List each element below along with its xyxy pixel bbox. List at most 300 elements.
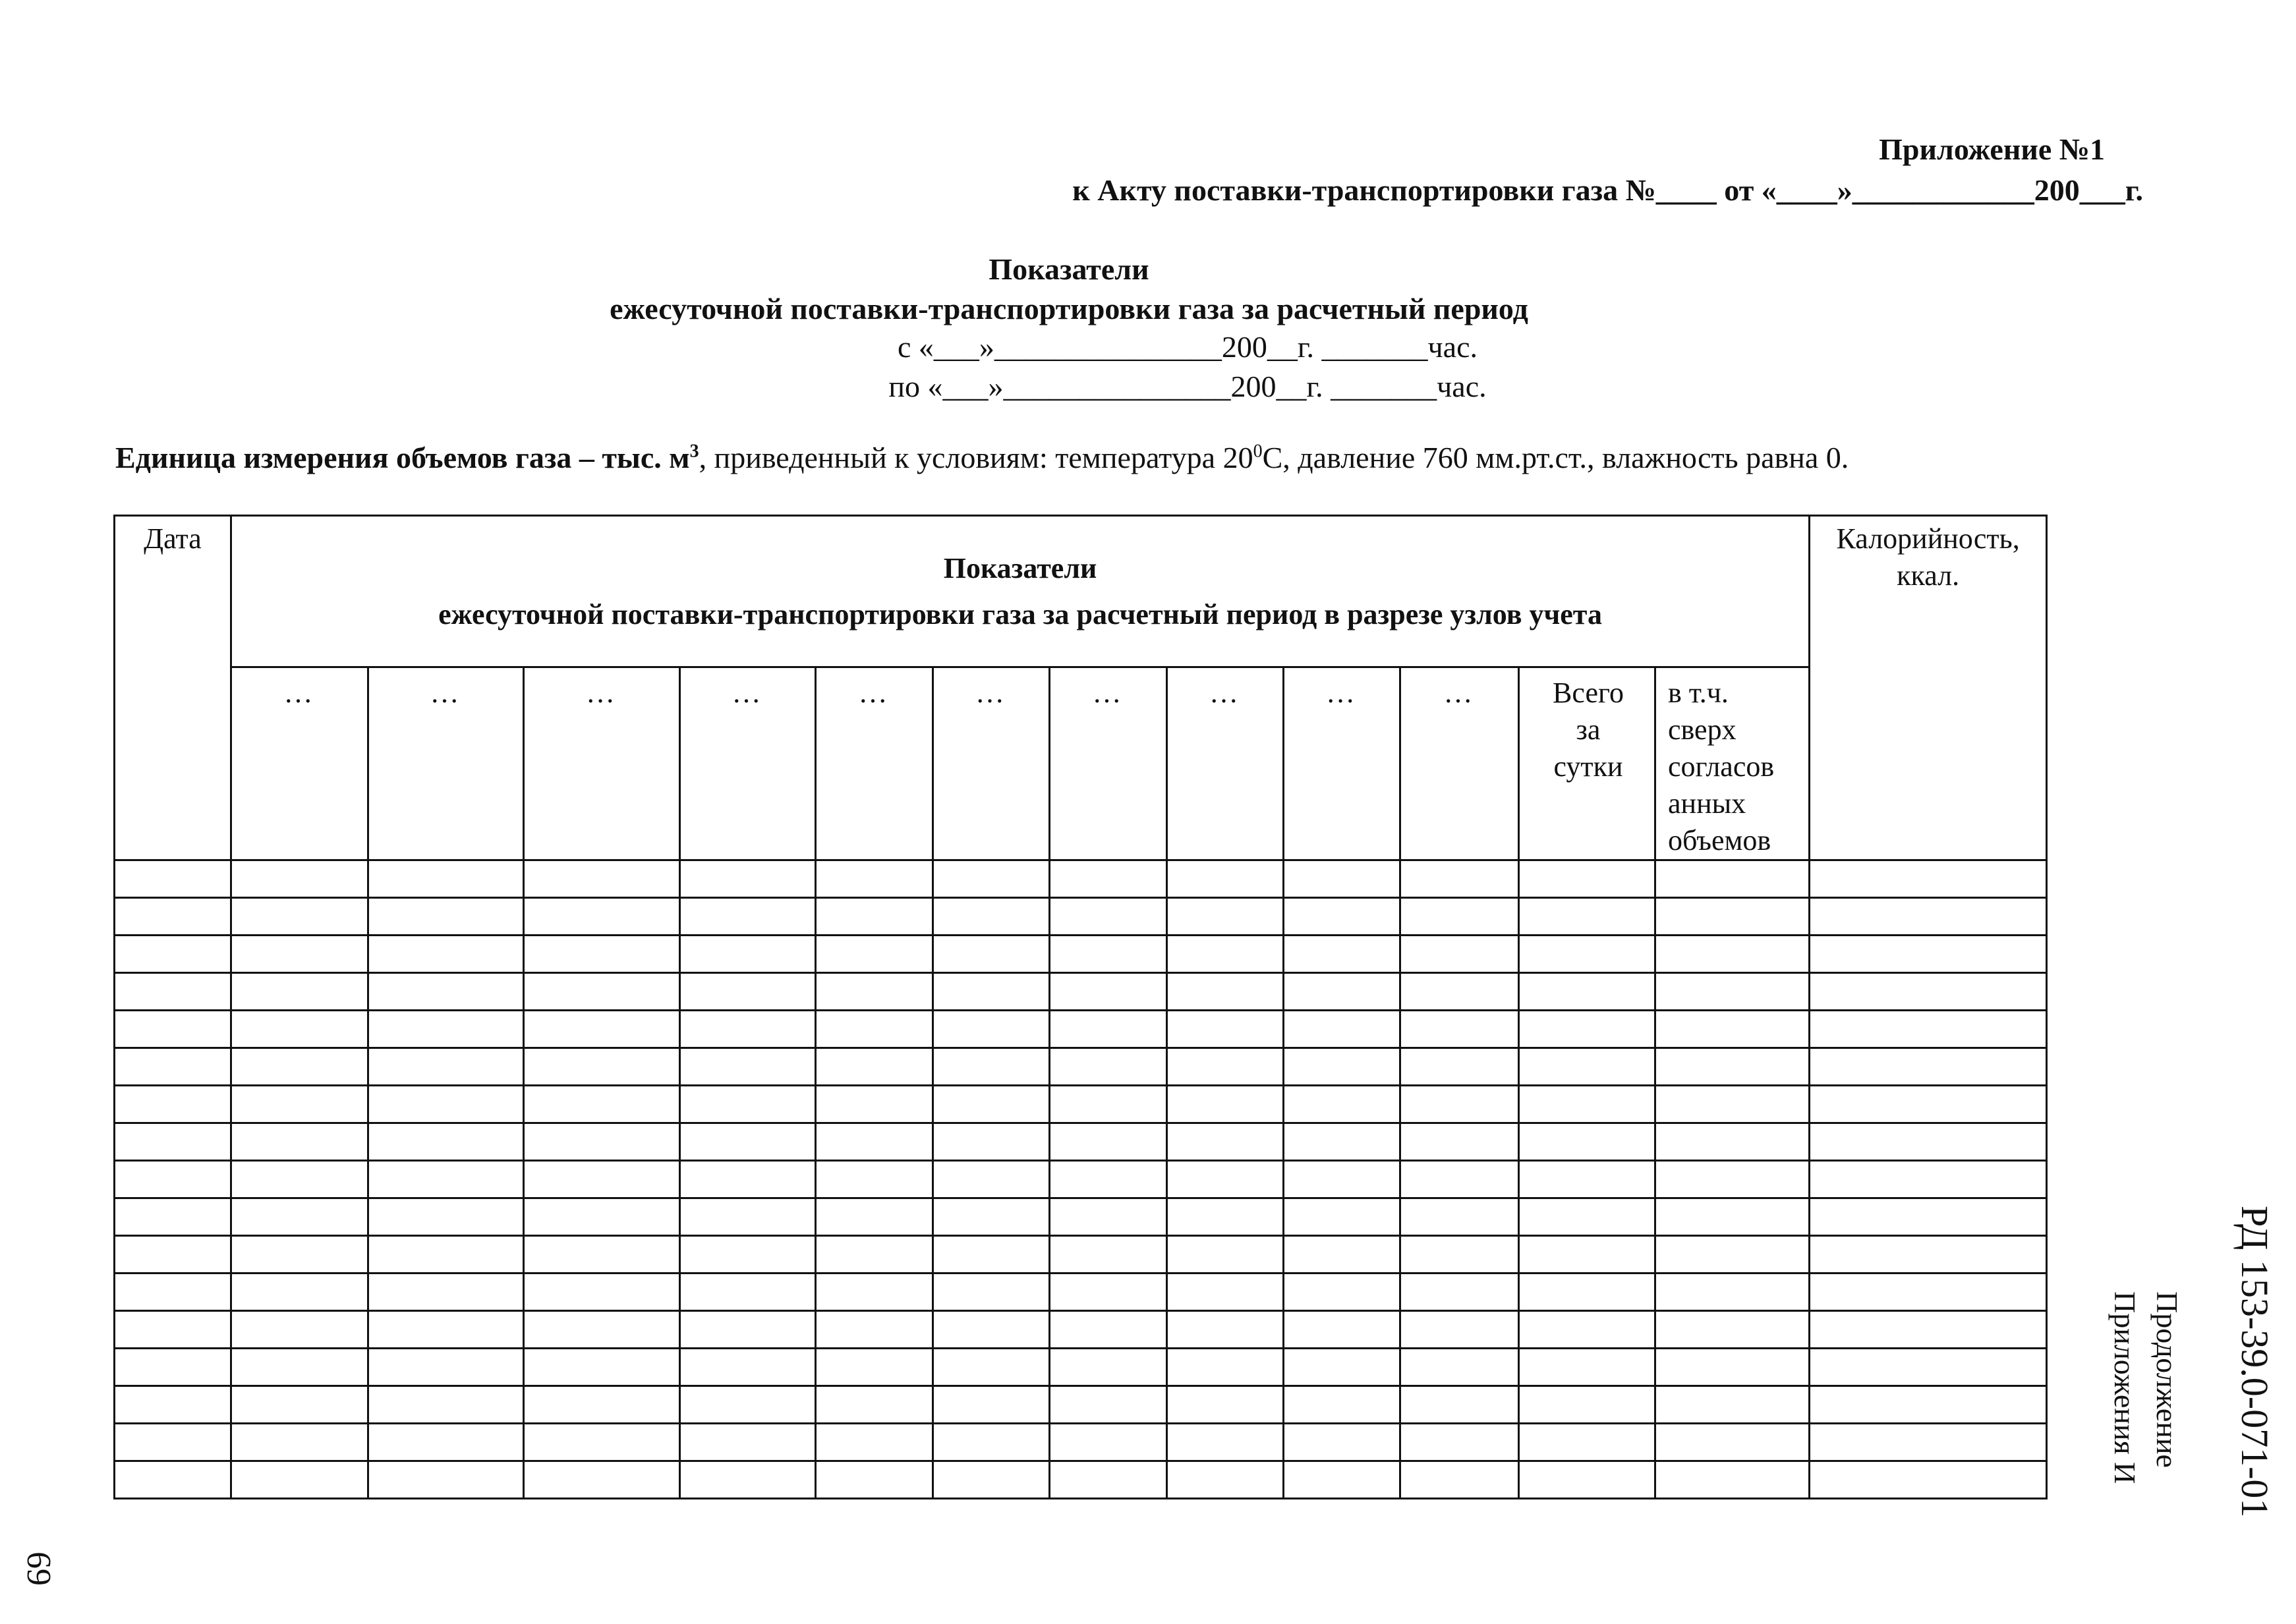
table-cell[interactable]: [1655, 1461, 1810, 1499]
table-cell[interactable]: [1810, 1424, 2047, 1461]
table-cell[interactable]: [1284, 1048, 1400, 1086]
table-cell[interactable]: [680, 1386, 816, 1424]
table-cell[interactable]: [231, 1274, 368, 1311]
table-cell[interactable]: [933, 860, 1050, 898]
table-cell[interactable]: [816, 1386, 933, 1424]
table-cell[interactable]: [368, 973, 524, 1011]
table-cell[interactable]: [816, 936, 933, 973]
table-cell[interactable]: [1050, 973, 1167, 1011]
table-cell[interactable]: [231, 860, 368, 898]
table-cell[interactable]: [1810, 898, 2047, 936]
table-cell[interactable]: [1400, 1349, 1519, 1386]
table-cell[interactable]: [1519, 1386, 1655, 1424]
table-cell[interactable]: [115, 1424, 231, 1461]
table-cell[interactable]: [1810, 1349, 2047, 1386]
table-cell[interactable]: [680, 936, 816, 973]
table-cell[interactable]: [1167, 1161, 1284, 1198]
table-cell[interactable]: [368, 1424, 524, 1461]
table-cell[interactable]: [1284, 1311, 1400, 1349]
heading-subtitle: ежесуточной поставки-транспортировки газа за расчетный период: [610, 292, 1528, 325]
subheader-node-4: …: [680, 667, 816, 860]
table-cell[interactable]: [1167, 1086, 1284, 1123]
table-cell[interactable]: [1284, 1011, 1400, 1048]
table-cell[interactable]: [368, 1198, 524, 1236]
table-cell[interactable]: [1400, 1386, 1519, 1424]
table-cell[interactable]: [1400, 1011, 1519, 1048]
table-cell[interactable]: [1655, 1311, 1810, 1349]
table-cell[interactable]: [524, 936, 680, 973]
table-cell[interactable]: [1284, 1236, 1400, 1274]
table-cell[interactable]: [115, 1461, 231, 1499]
table-cell[interactable]: [1810, 1123, 2047, 1161]
table-row: [115, 1311, 2047, 1349]
table-cell[interactable]: [1810, 973, 2047, 1011]
table-cell[interactable]: [933, 1236, 1050, 1274]
table-cell[interactable]: [524, 1048, 680, 1086]
table-cell[interactable]: [1810, 1386, 2047, 1424]
units-note: [115, 440, 1849, 475]
table-cell[interactable]: [1167, 1424, 1284, 1461]
table-cell[interactable]: [115, 1048, 231, 1086]
table-cell[interactable]: [1519, 936, 1655, 973]
table-cell[interactable]: [1810, 1011, 2047, 1048]
table-cell[interactable]: [1519, 1236, 1655, 1274]
table-cell[interactable]: [933, 1086, 1050, 1123]
table-cell[interactable]: [680, 1086, 816, 1123]
table-cell[interactable]: [816, 1161, 933, 1198]
table-cell[interactable]: [1400, 1123, 1519, 1161]
table-cell[interactable]: [816, 973, 933, 1011]
table-cell[interactable]: [1050, 1086, 1167, 1123]
table-cell[interactable]: [115, 1236, 231, 1274]
table-cell[interactable]: [1519, 1011, 1655, 1048]
table-cell[interactable]: [368, 1236, 524, 1274]
table-header-row: [115, 516, 2047, 667]
table-cell[interactable]: [368, 898, 524, 936]
table-cell[interactable]: [1400, 1236, 1519, 1274]
table-row: [115, 1048, 2047, 1086]
continuation-note: [2096, 1291, 2188, 1509]
table-cell[interactable]: [680, 1198, 816, 1236]
table-cell[interactable]: [933, 1011, 1050, 1048]
table-cell[interactable]: [1519, 1311, 1655, 1349]
table-cell[interactable]: [1050, 860, 1167, 898]
table-cell[interactable]: [1050, 898, 1167, 936]
table-cell[interactable]: [368, 860, 524, 898]
table-cell[interactable]: [524, 973, 680, 1011]
table-cell[interactable]: [933, 1424, 1050, 1461]
table-cell[interactable]: [816, 1086, 933, 1123]
table-cell[interactable]: [115, 1011, 231, 1048]
table-row: [115, 1349, 2047, 1386]
continuation-line-2: Приложения И: [2108, 1291, 2142, 1484]
subheader-total-line: за: [1576, 714, 1601, 746]
table-cell[interactable]: [1050, 1011, 1167, 1048]
table-cell[interactable]: [115, 1086, 231, 1123]
table-cell[interactable]: [680, 1461, 816, 1499]
table-cell[interactable]: [1655, 1048, 1810, 1086]
table-cell[interactable]: [368, 1086, 524, 1123]
table-row: [115, 898, 2047, 936]
period-to: по «___»_______________200__г. _______час.: [888, 370, 1487, 403]
table-cell[interactable]: [1050, 1424, 1167, 1461]
table-row: [115, 1274, 2047, 1311]
table-cell[interactable]: [1810, 1311, 2047, 1349]
table-cell[interactable]: [1519, 1048, 1655, 1086]
table-cell[interactable]: [1810, 1048, 2047, 1086]
table-cell[interactable]: [933, 1161, 1050, 1198]
table-cell[interactable]: [1400, 973, 1519, 1011]
table-cell[interactable]: [933, 1048, 1050, 1086]
table-cell[interactable]: [1655, 898, 1810, 936]
table-cell[interactable]: [1167, 1198, 1284, 1236]
table-cell[interactable]: [1519, 1123, 1655, 1161]
table-cell[interactable]: [1284, 1461, 1400, 1499]
units-superscript: 3: [689, 441, 699, 462]
subheader-excess: [1655, 667, 1810, 860]
subheader-excess-line: сверх: [1668, 714, 1736, 746]
table-cell[interactable]: [1655, 1198, 1810, 1236]
table-cell[interactable]: [1519, 1461, 1655, 1499]
table-cell[interactable]: [115, 936, 231, 973]
table-cell[interactable]: [1050, 1198, 1167, 1236]
gas-indicators-table: [113, 515, 2048, 1499]
table-cell[interactable]: [1655, 936, 1810, 973]
table-cell[interactable]: [1050, 1236, 1167, 1274]
table-cell[interactable]: [1167, 936, 1284, 973]
table-cell[interactable]: [1519, 1161, 1655, 1198]
table-cell[interactable]: [933, 1198, 1050, 1236]
table-cell[interactable]: [115, 860, 231, 898]
table-cell[interactable]: [680, 1236, 816, 1274]
table-row: [115, 1161, 2047, 1198]
table-cell[interactable]: [1655, 1274, 1810, 1311]
subheader-excess-line: объемов: [1668, 824, 1771, 856]
table-cell[interactable]: [1655, 1011, 1810, 1048]
subheader-node-10: …: [1400, 667, 1519, 860]
table-cell[interactable]: [1655, 1123, 1810, 1161]
subheader-node-2: …: [368, 667, 524, 860]
table-cell[interactable]: [231, 1349, 368, 1386]
table-cell[interactable]: [1519, 1424, 1655, 1461]
table-cell[interactable]: [1810, 860, 2047, 898]
table-cell[interactable]: [1400, 1424, 1519, 1461]
table-cell[interactable]: [680, 1424, 816, 1461]
table-cell[interactable]: [1284, 1161, 1400, 1198]
table-cell[interactable]: [680, 973, 816, 1011]
subheader-node-9: …: [1284, 667, 1400, 860]
table-cell[interactable]: [816, 1424, 933, 1461]
table-cell[interactable]: [1284, 936, 1400, 973]
table-cell[interactable]: [231, 1386, 368, 1424]
table-cell[interactable]: [1284, 898, 1400, 936]
appendix-title: Приложение №1: [1879, 132, 2105, 166]
table-cell[interactable]: [1167, 1386, 1284, 1424]
table-cell[interactable]: [816, 1198, 933, 1236]
table-cell[interactable]: [115, 898, 231, 936]
table-cell[interactable]: [1167, 1311, 1284, 1349]
table-cell[interactable]: [524, 1349, 680, 1386]
table-cell[interactable]: [1519, 898, 1655, 936]
table-cell[interactable]: [1519, 973, 1655, 1011]
subheader-excess-line: в т.ч.: [1668, 677, 1729, 709]
table-row: [115, 1011, 2047, 1048]
table-cell[interactable]: [1655, 1086, 1810, 1123]
table-cell[interactable]: [680, 1011, 816, 1048]
subheader-node-6: …: [933, 667, 1050, 860]
table-cell[interactable]: [680, 898, 816, 936]
table-row: [115, 1123, 2047, 1161]
table-cell[interactable]: [1400, 1198, 1519, 1236]
table-cell[interactable]: [1284, 1274, 1400, 1311]
table-cell[interactable]: [680, 1161, 816, 1198]
table-cell[interactable]: [524, 1011, 680, 1048]
table-cell[interactable]: [1655, 973, 1810, 1011]
table-row: [115, 1386, 2047, 1424]
table-cell[interactable]: [524, 1161, 680, 1198]
table-cell[interactable]: [1400, 1161, 1519, 1198]
units-note-conditions: , приведенный к условиям: температура 20: [699, 441, 1253, 474]
table-cell[interactable]: [1167, 1461, 1284, 1499]
table-cell[interactable]: [1167, 973, 1284, 1011]
table-cell[interactable]: [115, 1311, 231, 1349]
table-cell[interactable]: [933, 936, 1050, 973]
table-cell[interactable]: [231, 973, 368, 1011]
table-cell[interactable]: [1655, 1161, 1810, 1198]
table-row: [115, 860, 2047, 898]
subheader-total: [1519, 667, 1655, 860]
table-cell[interactable]: [368, 1123, 524, 1161]
table-cell[interactable]: [524, 860, 680, 898]
table-row: [115, 1086, 2047, 1123]
continuation-line-1: Продолжение: [2150, 1291, 2184, 1468]
table-cell[interactable]: [1050, 1161, 1167, 1198]
table-cell[interactable]: [524, 1086, 680, 1123]
table-cell[interactable]: [1050, 1311, 1167, 1349]
table-cell[interactable]: [1050, 936, 1167, 973]
table-cell[interactable]: [816, 898, 933, 936]
table-cell[interactable]: [115, 973, 231, 1011]
table-cell[interactable]: [1167, 860, 1284, 898]
table-cell[interactable]: [1167, 1011, 1284, 1048]
table-cell[interactable]: [816, 1011, 933, 1048]
table-cell[interactable]: [1284, 973, 1400, 1011]
table-cell[interactable]: [1050, 1123, 1167, 1161]
table-cell[interactable]: [1400, 898, 1519, 936]
table-cell[interactable]: [1519, 860, 1655, 898]
table-cell[interactable]: [1284, 860, 1400, 898]
subheader-node-3: …: [524, 667, 680, 860]
table-cell[interactable]: [1050, 1461, 1167, 1499]
table-cell[interactable]: [524, 1198, 680, 1236]
table-cell[interactable]: [524, 1236, 680, 1274]
table-cell[interactable]: [1655, 1386, 1810, 1424]
table-cell[interactable]: [368, 1274, 524, 1311]
table-cell[interactable]: [1655, 1349, 1810, 1386]
table-cell[interactable]: [1810, 1086, 2047, 1123]
table-cell[interactable]: [933, 1274, 1050, 1311]
table-cell[interactable]: [680, 1274, 816, 1311]
table-cell[interactable]: [933, 1311, 1050, 1349]
header-group: [231, 516, 1810, 667]
table-cell[interactable]: [1655, 1424, 1810, 1461]
table-cell[interactable]: [1050, 1048, 1167, 1086]
table-row: [115, 1236, 2047, 1274]
header-calorific: Калорийность, ккал.: [1810, 516, 2047, 860]
table-cell[interactable]: [680, 1349, 816, 1386]
table-cell[interactable]: [1655, 860, 1810, 898]
table-cell[interactable]: [1655, 1236, 1810, 1274]
table-cell[interactable]: [816, 1461, 933, 1499]
header-date: Дата: [115, 516, 231, 860]
table-cell[interactable]: [933, 1349, 1050, 1386]
table-cell[interactable]: [933, 973, 1050, 1011]
table-cell[interactable]: [1167, 1123, 1284, 1161]
table-cell[interactable]: [115, 1123, 231, 1161]
table-cell[interactable]: [231, 1236, 368, 1274]
table-cell[interactable]: [368, 1311, 524, 1349]
table-cell[interactable]: [1167, 1236, 1284, 1274]
table-cell[interactable]: [1400, 936, 1519, 973]
table-cell[interactable]: [1284, 1349, 1400, 1386]
table-cell[interactable]: [1167, 1274, 1284, 1311]
table-cell[interactable]: [524, 1461, 680, 1499]
subheader-node-5: …: [816, 667, 933, 860]
degree-superscript: 0: [1253, 441, 1263, 462]
header-group-subtitle: ежесуточной поставки-транспортировки газа за расчетный период в разрезе узлов учета: [438, 598, 1602, 630]
table-cell[interactable]: [231, 1161, 368, 1198]
table-cell[interactable]: [115, 1274, 231, 1311]
table-cell[interactable]: [1810, 936, 2047, 973]
table-cell[interactable]: [933, 1386, 1050, 1424]
table-cell[interactable]: [368, 1461, 524, 1499]
table-cell[interactable]: [231, 1011, 368, 1048]
table-cell[interactable]: [1810, 1236, 2047, 1274]
table-cell[interactable]: [1050, 1386, 1167, 1424]
table-cell[interactable]: [115, 1161, 231, 1198]
table-cell[interactable]: [933, 898, 1050, 936]
table-row: [115, 936, 2047, 973]
table-cell[interactable]: [816, 1349, 933, 1386]
table-cell[interactable]: [680, 1311, 816, 1349]
table-cell[interactable]: [231, 1311, 368, 1349]
table-cell[interactable]: [231, 1198, 368, 1236]
table-cell[interactable]: [1519, 1086, 1655, 1123]
subheader-total-line: Всего: [1553, 677, 1624, 709]
table-cell[interactable]: [1810, 1274, 2047, 1311]
table-cell[interactable]: [1050, 1274, 1167, 1311]
table-cell[interactable]: [680, 1123, 816, 1161]
table-cell[interactable]: [1284, 1086, 1400, 1123]
table-cell[interactable]: [1400, 1274, 1519, 1311]
table-cell[interactable]: [1167, 1048, 1284, 1086]
table-cell[interactable]: [1284, 1198, 1400, 1236]
table-cell[interactable]: [115, 1198, 231, 1236]
subheader-node-7: …: [1050, 667, 1167, 860]
table-cell[interactable]: [933, 1461, 1050, 1499]
appendix-reference: к Акту поставки-транспортировки газа №____ от «____»____________200___г.: [1072, 173, 2143, 207]
table-cell[interactable]: [368, 1011, 524, 1048]
table-cell[interactable]: [231, 1086, 368, 1123]
period-from: с «___»_______________200__г. _______час.: [897, 330, 1478, 364]
table-cell[interactable]: [1810, 1198, 2047, 1236]
table-cell[interactable]: [231, 1424, 368, 1461]
table-cell[interactable]: [231, 898, 368, 936]
document-code: РД 153-39.0-071-01: [2233, 1206, 2276, 1518]
table-cell[interactable]: [1519, 1274, 1655, 1311]
table-cell[interactable]: [115, 1349, 231, 1386]
table-cell[interactable]: [1284, 1123, 1400, 1161]
table-cell[interactable]: [231, 1461, 368, 1499]
table-cell[interactable]: [368, 1048, 524, 1086]
table-cell[interactable]: [816, 860, 933, 898]
table-cell[interactable]: [680, 860, 816, 898]
table-cell[interactable]: [1400, 1461, 1519, 1499]
table-cell[interactable]: [524, 1424, 680, 1461]
table-cell[interactable]: [524, 1274, 680, 1311]
heading-title: Показатели: [989, 252, 1149, 286]
table-cell[interactable]: [1284, 1386, 1400, 1424]
table-cell[interactable]: [933, 1123, 1050, 1161]
table-row: [115, 1461, 2047, 1499]
subheader-excess-line: согласов: [1668, 750, 1775, 783]
table-row: [115, 973, 2047, 1011]
units-note-bold: Единица измерения объемов газа – тыс. м: [115, 441, 690, 474]
table-row: [115, 1198, 2047, 1236]
table-cell[interactable]: [368, 1386, 524, 1424]
table-cell[interactable]: [1810, 1461, 2047, 1499]
table-cell[interactable]: [816, 1311, 933, 1349]
table-cell[interactable]: [524, 1386, 680, 1424]
table-subheader-row: [115, 667, 2047, 860]
table-cell[interactable]: [231, 1048, 368, 1086]
units-note-tail: С, давление 760 мм.рт.ст., влажность равна 0.: [1262, 441, 1849, 474]
table-cell[interactable]: [816, 1123, 933, 1161]
table-cell[interactable]: [1400, 1086, 1519, 1123]
table-cell[interactable]: [816, 1048, 933, 1086]
table-cell[interactable]: [1400, 1048, 1519, 1086]
table-cell[interactable]: [368, 1161, 524, 1198]
table-cell[interactable]: [1519, 1198, 1655, 1236]
table-cell[interactable]: [1400, 860, 1519, 898]
table-cell[interactable]: [1519, 1349, 1655, 1386]
table-cell[interactable]: [524, 1311, 680, 1349]
header-group-title: Показатели: [943, 551, 1097, 584]
table-cell[interactable]: [524, 1123, 680, 1161]
table-cell[interactable]: [1810, 1161, 2047, 1198]
table-cell[interactable]: [1167, 898, 1284, 936]
table-cell[interactable]: [368, 1349, 524, 1386]
table-cell[interactable]: [368, 936, 524, 973]
table-row: [115, 1424, 2047, 1461]
subheader-node-8: …: [1167, 667, 1284, 860]
table-cell[interactable]: [1284, 1424, 1400, 1461]
subheader-node-1: …: [231, 667, 368, 860]
subheader-total-line: сутки: [1553, 750, 1623, 783]
table-cell[interactable]: [231, 936, 368, 973]
table-cell[interactable]: [680, 1048, 816, 1086]
table-cell[interactable]: [816, 1236, 933, 1274]
table-cell[interactable]: [816, 1274, 933, 1311]
table-cell[interactable]: [231, 1123, 368, 1161]
table-cell[interactable]: [524, 898, 680, 936]
page-number: 69: [20, 1552, 57, 1586]
table-cell[interactable]: [1400, 1311, 1519, 1349]
table-cell[interactable]: [115, 1386, 231, 1424]
table-cell[interactable]: [1050, 1349, 1167, 1386]
subheader-excess-line: анных: [1668, 787, 1746, 820]
table-cell[interactable]: [1167, 1349, 1284, 1386]
